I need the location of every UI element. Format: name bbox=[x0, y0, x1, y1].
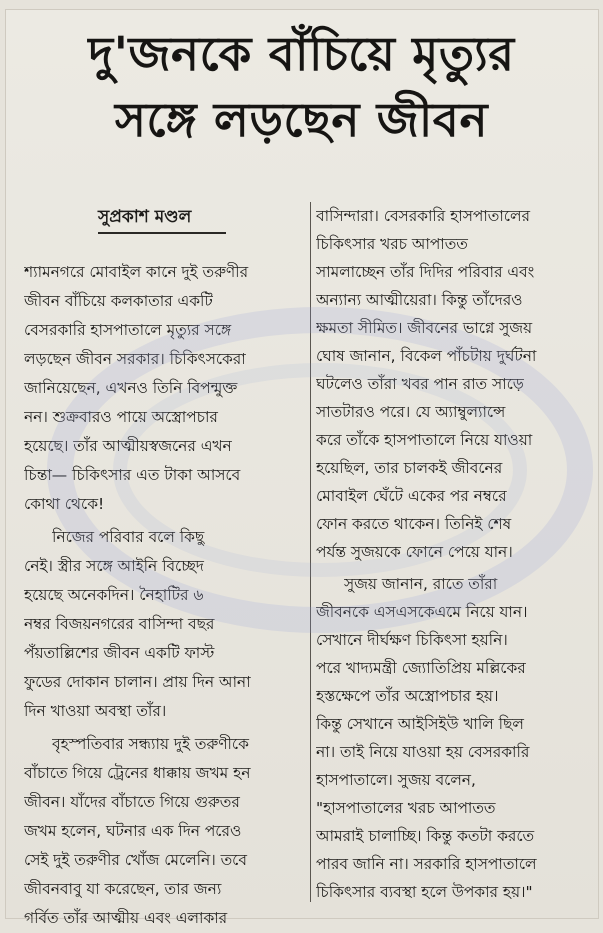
right-column-line: জীবনকে এসএসকেএমে নিয়ে যান। bbox=[316, 603, 528, 621]
article-headline bbox=[0, 22, 603, 154]
column-divider bbox=[310, 202, 311, 902]
byline: সুপ্রকাশ মণ্ডল bbox=[98, 207, 192, 227]
left-column-line: হয়েছে। তাঁর আত্মীয়স্বজনের এখন bbox=[24, 437, 232, 455]
left-column-line: কোথা থেকে! bbox=[24, 495, 105, 513]
right-column-line: পর্যন্ত সুজয়কে ফোনে পেয়ে যান। bbox=[316, 543, 513, 561]
right-column-line: সামলাচ্ছেন তাঁর দিদির পরিবার এবং bbox=[316, 263, 535, 281]
left-column-line: সেই দুই তরুণীর খোঁজ মেলেনি। তবে bbox=[24, 851, 247, 869]
left-column-line: গর্বিত তাঁর আত্মীয় এবং এলাকার bbox=[24, 909, 228, 927]
right-column-line: পরে খাদ্যমন্ত্রী জ্যোতিপ্রিয় মল্লিকের bbox=[316, 659, 526, 677]
left-column-line: নেই। স্ত্রীর সঙ্গে আইনি বিচ্ছেদ bbox=[24, 557, 204, 575]
right-column-line: কিন্তু সেখানে আইসিইউ খালি ছিল bbox=[316, 715, 524, 733]
left-column-line: চিন্তা— চিকিৎসার এত টাকা আসবে bbox=[24, 466, 241, 484]
right-column-line: আমরাই চালাচ্ছি। কিন্তু কতটা করতে bbox=[316, 827, 535, 845]
right-column-line: অন্যান্য আত্মীয়েরা। কিন্তু তাঁদেরও bbox=[316, 291, 523, 309]
left-column-line: পঁয়তাল্লিশের জীবন একটি ফাস্ট bbox=[24, 644, 215, 662]
right-column-line: ঘোষ জানান, বিকেল পাঁচটায় দুর্ঘটনা bbox=[316, 347, 537, 365]
right-column-line: ফোন করতে থাকেন। তিনিই শেষ bbox=[316, 515, 512, 533]
right-column-line: সেখানে দীর্ঘক্ষণ চিকিৎসা হয়নি। bbox=[316, 631, 508, 649]
right-column-line: ক্ষমতা সীমিত। জীবনের ভাগ্নে সুজয় bbox=[316, 319, 533, 337]
right-column-line: হস্তক্ষেপে তাঁর অস্ত্রোপচার হয়। bbox=[316, 687, 499, 705]
left-column-line: জখম হলেন, ঘটনার এক দিন পরেও bbox=[24, 822, 242, 840]
left-column-line: শ্যামনগরে মোবাইল কানে দুই তরুণীর bbox=[24, 263, 249, 281]
left-column-line: নন। শুক্রবারও পায়ে অস্ত্রোপচার bbox=[24, 408, 218, 426]
left-column-line: ফুডের দোকান চালান। প্রায় দিন আনা bbox=[24, 673, 251, 691]
left-column-line: বেসরকারি হাসপাতালে মৃত্যুর সঙ্গে bbox=[24, 321, 232, 339]
right-column-line: চিকিৎসার খরচ আপাতত bbox=[316, 235, 468, 253]
right-column-line: সুজয় জানান, রাতে তাঁরা bbox=[344, 575, 498, 593]
left-column-line: জীবন। যাঁদের বাঁচাতে গিয়ে গুরুতর bbox=[24, 793, 240, 811]
right-column-line: হয়েছিল, তার চালকই জীবনের bbox=[316, 459, 503, 477]
left-column-line: হয়েছে অনেকদিন। নৈহাটির ৬ bbox=[24, 586, 204, 604]
byline-underline bbox=[98, 232, 226, 234]
right-column-line: সাতটারও পরে। যে অ্যাম্বুল্যান্সে bbox=[316, 403, 506, 421]
right-column-line: বাসিন্দারা। বেসরকারি হাসপাতালের bbox=[316, 207, 530, 225]
left-column-line: নম্বর বিজয়নগরের বাসিন্দা বছর bbox=[24, 615, 215, 633]
byline-block bbox=[98, 206, 232, 234]
headline-line-2: সঙ্গে লড়ছেন জীবন bbox=[114, 93, 489, 148]
right-column-line: ঘটলেও তাঁরা খবর পান রাত সাড়ে bbox=[316, 375, 524, 393]
right-column-line: মোবাইল ঘেঁটে একের পর নম্বরে bbox=[316, 487, 507, 505]
left-column-line: জীবনবাবু যা করেছেন, তার জন্য bbox=[24, 880, 222, 898]
left-column-line: নিজের পরিবার বলে কিছু bbox=[52, 528, 205, 546]
right-column-line: না। তাই নিয়ে যাওয়া হয় বেসরকারি bbox=[316, 743, 530, 761]
right-column-line: চিকিৎসার ব্যবস্থা হলে উপকার হয়।" bbox=[316, 883, 533, 901]
left-column-line: জীবন বাঁচিয়ে কলকাতার একটি bbox=[24, 292, 213, 310]
right-column-line: করে তাঁকে হাসপাতালে নিয়ে যাওয়া bbox=[316, 431, 533, 449]
left-column-line: বৃহস্পতিবার সন্ধ্যায় দুই তরুণীকে bbox=[52, 735, 249, 753]
left-column-line: লড়ছেন জীবন সরকার। চিকিৎসকেরা bbox=[24, 350, 246, 368]
right-column-line: পারব জানি না। সরকারি হাসপাতালে bbox=[316, 855, 537, 873]
right-column-line: হাসপাতালে। সুজয় বলেন, bbox=[316, 771, 476, 789]
headline-line-1: দু'জনকে বাঁচিয়ে মৃত্যুর bbox=[88, 27, 515, 82]
left-column-line: জানিয়েছেন, এখনও তিনি বিপন্মুক্ত bbox=[24, 379, 238, 397]
left-column-line: দিন খাওয়া অবস্থা তাঁর। bbox=[24, 702, 167, 720]
left-column-line: বাঁচাতে গিয়ে ট্রেনের ধাক্কায় জখম হন bbox=[24, 764, 251, 782]
right-column-line: "হাসপাতালের খরচ আপাতত bbox=[316, 799, 496, 817]
